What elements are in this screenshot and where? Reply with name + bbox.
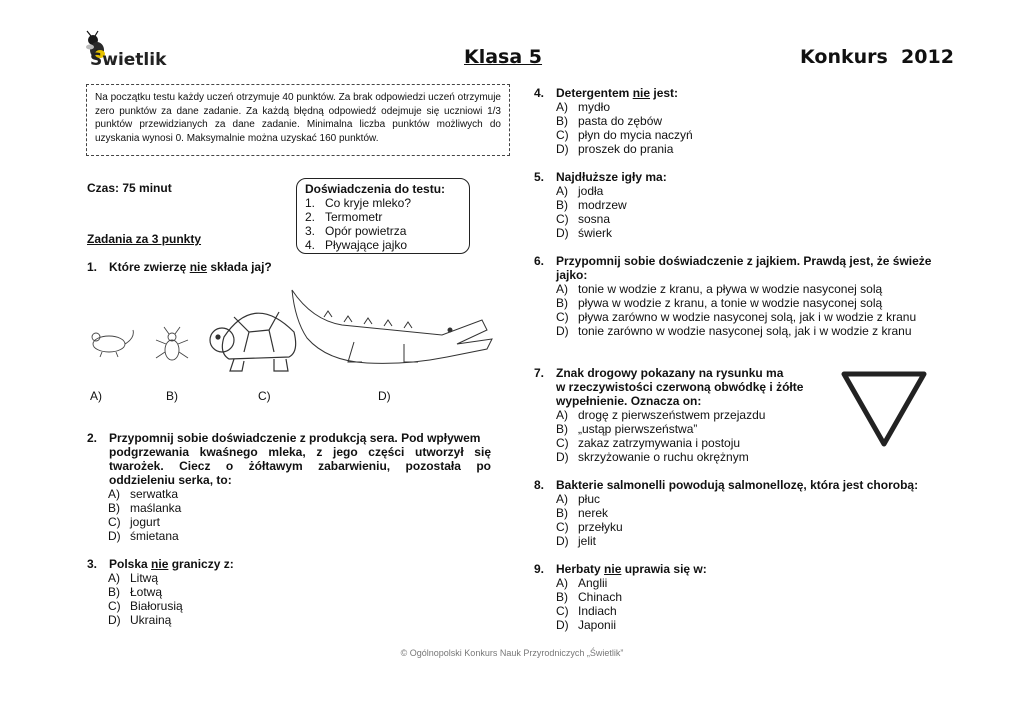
option[interactable]: B) Łotwą <box>108 585 163 599</box>
option[interactable]: B) „ustąp pierwszeństwa” <box>556 422 698 436</box>
option[interactable]: B) maślanka <box>108 501 182 515</box>
turtle-icon <box>210 312 296 371</box>
option[interactable]: B) Chinach <box>556 590 623 604</box>
yield-sign-icon <box>838 368 930 450</box>
q1-label-b[interactable]: B) <box>166 389 178 403</box>
class-title: Klasa 5 <box>464 46 543 68</box>
q3-options <box>108 571 183 627</box>
section-title: Zadania za 3 punkty <box>87 232 202 246</box>
experiment-item: 4. Pływające jajko <box>305 238 408 252</box>
question-9: 9. Herbaty nie uprawia się w: <box>534 562 707 576</box>
crocodile-icon <box>292 290 492 363</box>
logo <box>84 30 174 74</box>
option[interactable]: C) Białorusią <box>108 599 183 613</box>
option[interactable]: D) Ukrainą <box>108 613 172 627</box>
q1-label-a[interactable]: A) <box>90 389 102 403</box>
option[interactable]: B) modrzew <box>556 198 627 212</box>
q1-label-c[interactable]: C) <box>258 389 271 403</box>
q2-options <box>108 487 181 543</box>
logo-text: Świetlik <box>90 50 167 70</box>
option[interactable]: C) pływa zarówno w wodzie nasyconej solą, jak i w wodzie z kranu <box>556 310 917 324</box>
option[interactable]: C) zakaz zatrzymywania i postoju <box>556 436 741 450</box>
option[interactable]: B) nerek <box>556 506 609 520</box>
q5-options <box>556 184 627 240</box>
animals-illustration <box>84 282 494 382</box>
option[interactable]: C) płyn do mycia naczyń <box>556 128 693 142</box>
q1-label-d[interactable]: D) <box>378 389 391 403</box>
footer-copyright: © Ogólnopolski Konkurs Nauk Przyrodniczych „Świetlik” <box>400 648 624 658</box>
option[interactable]: D) tonie zarówno w wodzie nasyconej solą, jak i w wodzie z kranu <box>556 324 912 338</box>
option[interactable]: C) sosna <box>556 212 611 226</box>
option[interactable]: A) jodła <box>556 184 604 198</box>
option[interactable]: A) Litwą <box>108 571 159 585</box>
q9-options <box>556 576 622 632</box>
time-limit: Czas: 75 minut <box>87 181 172 195</box>
question-8: 8. Bakterie salmonelli powodują salmonellozę, która jest chorobą: <box>534 478 919 492</box>
option[interactable]: A) płuc <box>556 492 601 506</box>
option[interactable]: D) świerk <box>556 226 613 240</box>
question-7: 7. Znak drogowy pokazany na rysunku ma w rzeczywistości czerwoną obwódkę i żółte wypełnienie. Oznacza on: <box>534 366 804 408</box>
experiment-item: 3. Opór powietrza <box>305 224 407 238</box>
option[interactable]: D) śmietana <box>108 529 179 543</box>
q6-options <box>556 282 916 338</box>
question-5: 5. Najdłuższe igły ma: <box>534 170 667 184</box>
option[interactable]: C) przełyku <box>556 520 623 534</box>
rules-box: Na początku testu każdy uczeń otrzymuje 40 punktów. Za brak odpowiedzi uczeń otrzymuje zero punktów za dane zadanie. Za każdą błędną odpowiedź odejmuje się uczniowi 1/3 punktów przewidzianych za dane zadanie. Minimalna liczba punktów możliwych do uzyskania wynosi 0. Maksymalnie można uzyskać 160 punktów. <box>86 84 510 156</box>
q7-options <box>556 408 765 464</box>
option[interactable]: A) tonie w wodzie z kranu, a pływa w wodzie nasyconej solą <box>556 282 883 296</box>
experiment-item: 2. Termometr <box>305 210 383 224</box>
mouse-icon <box>92 330 133 357</box>
experiments-title: Doświadczenia do testu: <box>305 182 446 196</box>
contest-title: Konkurs 2012 <box>800 46 954 68</box>
option[interactable]: D) jelit <box>556 534 597 548</box>
option[interactable]: D) proszek do prania <box>556 142 674 156</box>
option[interactable]: B) pływa w wodzie z kranu, a tonie w wodzie nasyconej solą <box>556 296 883 310</box>
option[interactable]: A) mydło <box>556 100 611 114</box>
question-3: 3. Polska nie graniczy z: <box>87 557 234 571</box>
option[interactable]: C) Indiach <box>556 604 617 618</box>
option[interactable]: A) drogę z pierwszeństwem przejazdu <box>556 408 766 422</box>
option[interactable]: D) Japonii <box>556 618 617 632</box>
option[interactable]: C) jogurt <box>108 515 161 529</box>
q4-options <box>556 100 693 156</box>
option[interactable]: B) pasta do zębów <box>556 114 663 128</box>
question-4: 4. Detergentem nie jest: <box>534 86 679 100</box>
question-2: 2. Przypomnij sobie doświadczenie z produkcją sera. Pod wpływem podgrzewania kwaśnego mleka, z jego części utworzył się twarożek. Ciecz o żółtawym zabarwieniu, pozostała po oddzieleniu serka, to: <box>87 431 491 487</box>
insect-icon <box>156 327 188 360</box>
q8-options <box>556 492 623 548</box>
experiments-box <box>296 178 470 254</box>
option[interactable]: A) serwatka <box>108 487 179 501</box>
experiment-item: 1. Co kryje mleko? <box>305 196 412 210</box>
question-6: 6. Przypomnij sobie doświadczenie z jajkiem. Prawdą jest, że świeże jajko: <box>534 254 932 282</box>
question-1: 1. Które zwierzę nie składa jaj? <box>87 260 272 274</box>
option[interactable]: A) Anglii <box>556 576 608 590</box>
option[interactable]: D) skrzyżowanie o ruchu okrężnym <box>556 450 749 464</box>
